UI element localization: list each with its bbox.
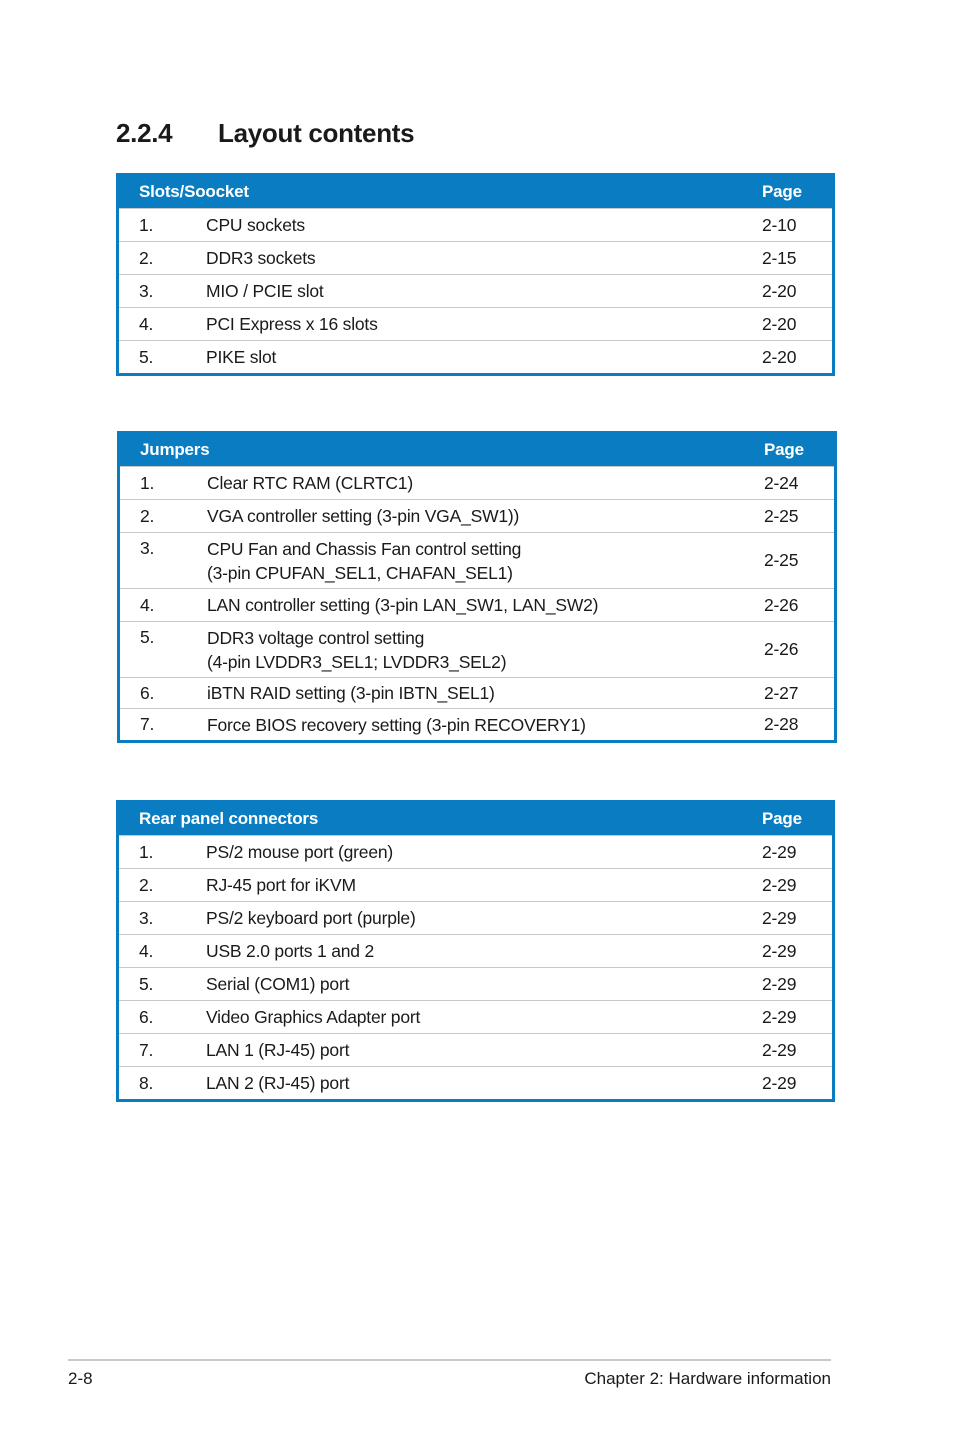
table-row <box>119 208 832 241</box>
row-page: 2-29 <box>762 940 797 961</box>
table-row <box>120 677 834 708</box>
row-page: 2-26 <box>764 594 799 615</box>
row-item <box>207 713 764 737</box>
row-item: LAN 1 (RJ-45) port <box>206 1040 350 1060</box>
row-item-line: (4-pin LVDDR3_SEL1; LVDDR3_SEL2) <box>207 651 507 672</box>
row-number: 4. <box>139 313 154 334</box>
row-page: 2-29 <box>762 841 797 862</box>
row-page: 2-29 <box>762 1006 797 1027</box>
jumpers-table <box>117 431 837 743</box>
row-number: 4. <box>140 594 155 615</box>
row-number: 1. <box>139 214 154 235</box>
page-column-header: Page <box>762 809 802 828</box>
slots-table <box>116 173 835 376</box>
row-page: 2-25 <box>764 550 799 570</box>
row-page: 2-27 <box>764 682 799 703</box>
row-item-line: Force BIOS recovery setting (3-pin RECOVERY1) <box>207 714 586 735</box>
row-item-line: (3-pin CPUFAN_SEL1, CHAFAN_SEL1) <box>207 562 513 583</box>
table-row <box>119 901 832 934</box>
row-page: 2-26 <box>764 639 799 659</box>
row-item: USB 2.0 ports 1 and 2 <box>206 941 374 961</box>
table-row <box>119 1000 832 1033</box>
row-item: RJ-45 port for iKVM <box>206 875 356 895</box>
table-row <box>119 835 832 868</box>
row-item <box>207 471 764 495</box>
row-page: 2-20 <box>762 280 797 301</box>
table-header <box>120 434 834 466</box>
table-row <box>119 934 832 967</box>
row-page: 2-28 <box>764 714 799 734</box>
table-title: Slots/Soocket <box>139 182 249 201</box>
row-number: 5. <box>139 973 154 994</box>
row-number: 3. <box>139 280 154 301</box>
footer-page-number: 2-8 <box>68 1369 93 1388</box>
row-item-line: CPU Fan and Chassis Fan control setting <box>207 538 522 559</box>
row-item: Serial (COM1) port <box>206 974 350 994</box>
row-item <box>207 681 764 705</box>
row-number: 7. <box>140 714 155 734</box>
row-number: 4. <box>139 940 154 961</box>
row-page: 2-15 <box>762 247 797 268</box>
table-row <box>119 1066 832 1099</box>
row-item: DDR3 sockets <box>206 248 316 268</box>
row-item: CPU sockets <box>206 215 305 235</box>
row-number: 6. <box>139 1006 154 1027</box>
row-item: PCI Express x 16 slots <box>206 314 378 334</box>
row-item: PIKE slot <box>206 347 277 367</box>
row-number: 2. <box>139 874 154 895</box>
table-row <box>120 621 834 677</box>
section-heading <box>116 118 414 149</box>
table-row <box>119 340 832 373</box>
table-title: Rear panel connectors <box>139 809 319 828</box>
table-title: Jumpers <box>140 440 210 459</box>
row-number: 2. <box>139 247 154 268</box>
table-row <box>120 588 834 621</box>
row-item-line: Clear RTC RAM (CLRTC1) <box>207 473 413 493</box>
row-number: 2. <box>140 505 155 526</box>
page-column-header: Page <box>762 182 802 201</box>
row-number: 1. <box>140 472 155 493</box>
table-row <box>119 307 832 340</box>
row-page: 2-24 <box>764 472 799 493</box>
row-number: 3. <box>139 907 154 928</box>
row-page: 2-29 <box>762 1072 797 1093</box>
row-number: 5. <box>139 346 154 367</box>
row-number: 3. <box>140 538 155 558</box>
row-number: 1. <box>139 841 154 862</box>
row-item-line: LAN controller setting (3-pin LAN_SW1, LAN_SW2) <box>207 595 599 615</box>
row-item-line: iBTN RAID setting (3-pin IBTN_SEL1) <box>207 683 495 703</box>
row-item <box>207 537 764 585</box>
row-item <box>207 504 764 528</box>
rear-panel-table <box>116 800 835 1102</box>
section-title: Layout contents <box>218 118 415 148</box>
table-row <box>119 868 832 901</box>
row-page: 2-29 <box>762 1039 797 1060</box>
row-page: 2-29 <box>762 907 797 928</box>
table-row <box>119 241 832 274</box>
table-header <box>119 176 832 208</box>
table-row <box>119 967 832 1000</box>
row-item <box>207 593 764 617</box>
footer-chapter-title: Chapter 2: Hardware information <box>584 1369 831 1388</box>
row-item-line: DDR3 voltage control setting <box>207 627 425 648</box>
row-page: 2-29 <box>762 973 797 994</box>
row-number: 7. <box>139 1039 154 1060</box>
row-item: MIO / PCIE slot <box>206 281 324 301</box>
row-item: LAN 2 (RJ-45) port <box>206 1073 350 1093</box>
table-row <box>119 274 832 307</box>
table-row <box>119 1033 832 1066</box>
table-row <box>120 466 834 499</box>
table-row <box>120 708 834 740</box>
row-number: 5. <box>140 627 155 647</box>
row-item: PS/2 mouse port (green) <box>206 842 394 862</box>
row-item: PS/2 keyboard port (purple) <box>206 908 416 928</box>
row-page: 2-29 <box>762 874 797 895</box>
section-number: 2.2.4 <box>116 118 173 148</box>
table-header <box>119 803 832 835</box>
row-item: Video Graphics Adapter port <box>206 1007 421 1027</box>
row-number: 8. <box>139 1072 154 1093</box>
row-item <box>207 626 764 674</box>
row-page: 2-20 <box>762 313 797 334</box>
row-page: 2-20 <box>762 346 797 367</box>
page-column-header: Page <box>764 440 804 459</box>
row-number: 6. <box>140 682 155 703</box>
footer-divider <box>68 1359 831 1361</box>
table-row <box>120 532 834 588</box>
row-item-line: VGA controller setting (3-pin VGA_SW1)) <box>207 506 520 526</box>
row-page: 2-25 <box>764 505 799 526</box>
table-row <box>120 499 834 532</box>
row-page: 2-10 <box>762 214 797 235</box>
